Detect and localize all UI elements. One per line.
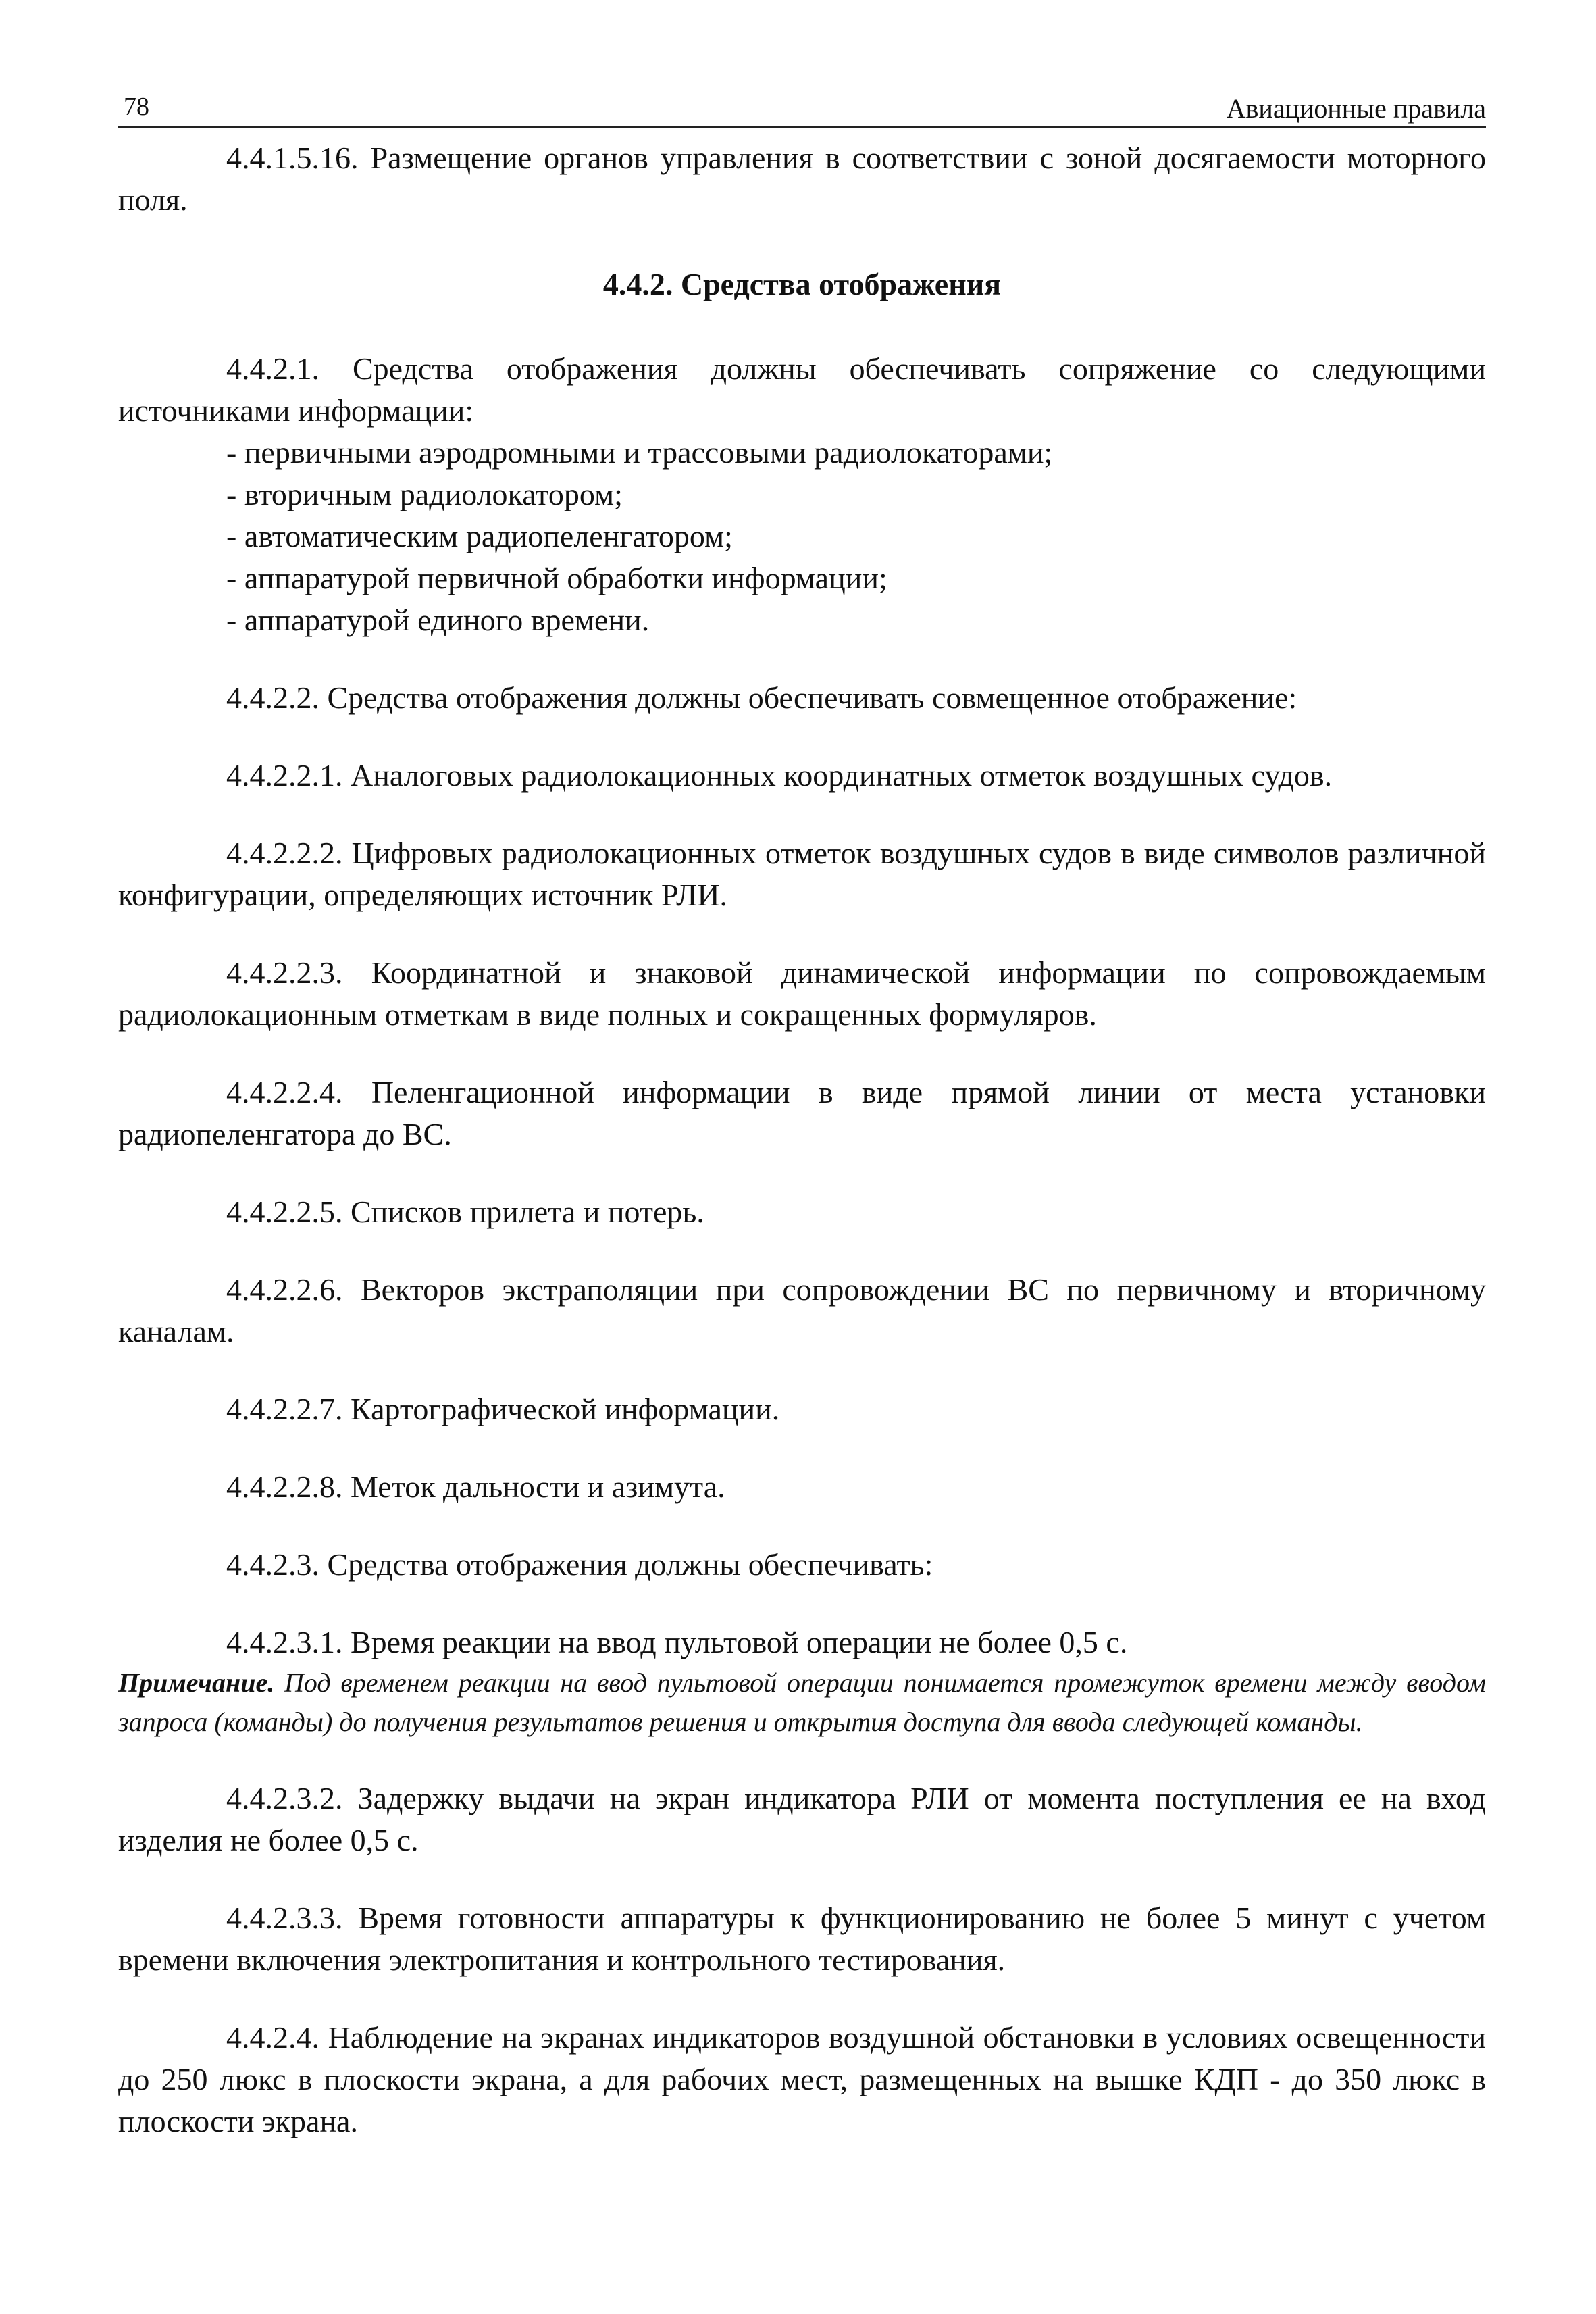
list-item: - аппаратурой единого времени. (226, 603, 650, 637)
paragraph-4-4-2-3: 4.4.2.3. Средства отображения должны обеспечивать: (226, 1547, 933, 1582)
list-item: - автоматическим радиопеленгатором; (226, 519, 733, 553)
paragraph-4-4-2-2-7: 4.4.2.2.7. Картографической информации. (226, 1392, 780, 1426)
paragraph-4-4-2-2-1: 4.4.2.2.1. Аналоговых радиолокационных координатных отметок воздушных судов. (226, 758, 1333, 793)
paragraph-4-4-2-3-2: 4.4.2.3.2. Задержку выдачи на экран индикатора РЛИ от момента поступления ее на вход изделия не более 0,5 с. (118, 1781, 1486, 1857)
note (118, 1663, 1486, 1742)
paragraph-4-4-1-5-16: 4.4.1.5.16. Размещение органов управления в соответствии с зоной досягаемости моторного поля. (118, 141, 1486, 217)
list-item: - вторичным радиолокатором; (226, 477, 623, 511)
page-header (118, 68, 1486, 128)
paragraph-4-4-2-3-1: 4.4.2.3.1. Время реакции на ввод пультовой операции не более 0,5 с. (226, 1625, 1128, 1659)
paragraph-4-4-2-2-4: 4.4.2.2.4. Пеленгационной информации в виде прямой линии от места установки радиопеленгатора до ВС. (118, 1075, 1486, 1151)
list-item: - аппаратурой первичной обработки информации; (226, 561, 887, 595)
paragraph-4-4-2-3-3: 4.4.2.3.3. Время готовности аппаратуры к функционированию не более 5 минут с учетом времени включения электропитания и контрольного тестирования. (118, 1901, 1486, 1977)
paragraph-4-4-2-2-3: 4.4.2.2.3. Координатной и знаковой динамической информации по сопровождаемым радиолокационным отметкам в виде полных и сокращенных формуляров. (118, 955, 1486, 1032)
paragraph-4-4-2-2-5: 4.4.2.2.5. Списков прилета и потерь. (226, 1194, 704, 1229)
note-text: Под временем реакции на ввод пультовой операции понимается промежуток времени между вводом запроса (команды) до получения результатов решения и открытия доступа для ввода следующей команды. (118, 1667, 1486, 1737)
note-label: Примечание. (118, 1667, 275, 1698)
running-title: Авиационные правила (1226, 93, 1486, 124)
document-page (118, 68, 1486, 2142)
section-heading: 4.4.2. Средства отображения (602, 267, 1002, 301)
list-item: - первичными аэродромными и трассовыми радиолокаторами; (226, 435, 1053, 470)
paragraph-4-4-2-4: 4.4.2.4. Наблюдение на экранах индикаторов воздушной обстановки в условиях освещенности до 250 люкс в плоскости экрана, а для рабочих мест, размещенных на вышке КДП - до 350 люкс в плоскости экрана. (118, 2020, 1486, 2138)
page-body (118, 128, 1486, 2142)
paragraph-4-4-2-2-6: 4.4.2.2.6. Векторов экстраполяции при сопровождении ВС по первичному и вторичному каналам. (118, 1272, 1486, 1349)
page-number: 78 (124, 93, 149, 121)
paragraph-4-4-2-2: 4.4.2.2. Средства отображения должны обеспечивать совмещенное отображение: (226, 680, 1297, 715)
paragraph-4-4-2-2-2: 4.4.2.2.2. Цифровых радиолокационных отметок воздушных судов в виде символов различной конфигурации, определяющих источник РЛИ. (118, 836, 1486, 912)
paragraph-4-4-2-1: 4.4.2.1. Средства отображения должны обеспечивать сопряжение со следующими источниками информации: (118, 351, 1486, 428)
paragraph-4-4-2-2-8: 4.4.2.2.8. Меток дальности и азимута. (226, 1469, 725, 1504)
